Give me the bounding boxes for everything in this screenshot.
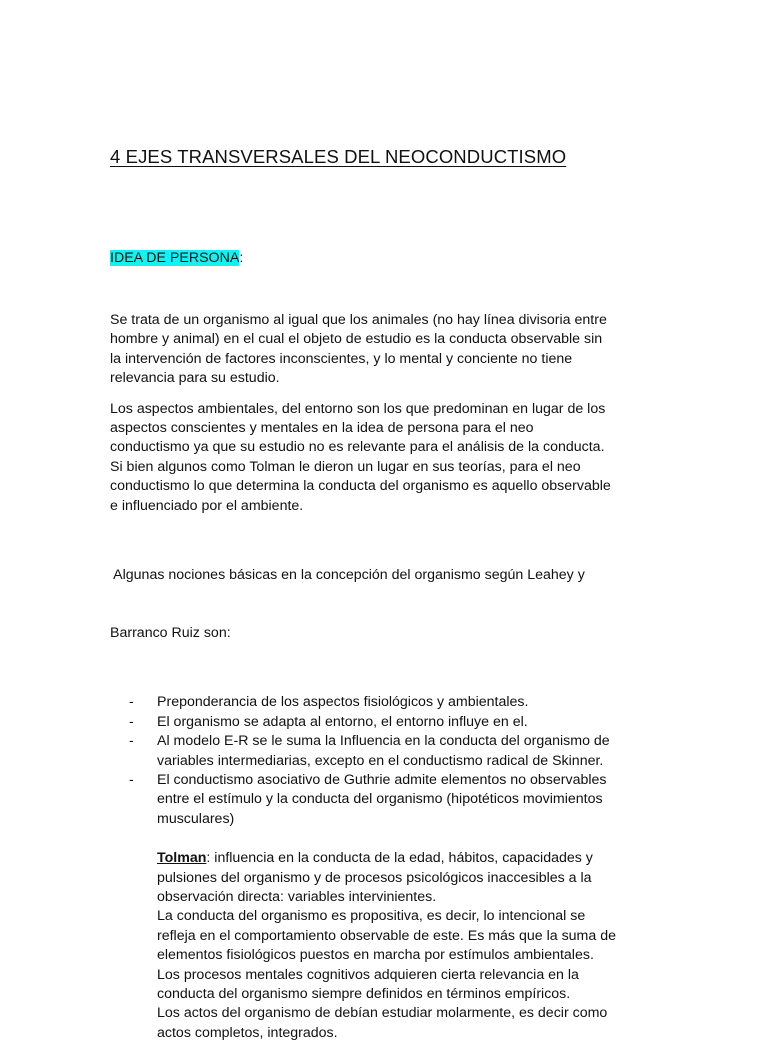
tolman-first-line-text: : influencia en la conducta de la edad, hábitos, capacidades y [206,850,593,867]
paragraph-1 [110,311,670,389]
bullet-list [110,693,670,829]
bullet-dash: - [129,733,134,750]
bullet-line: El organismo se adapta al entorno, el entorno influye en el. [157,713,528,730]
paragraph-line: conductismo lo que determina la conducta del organismo es aquello observable [110,478,611,495]
tolman-name: Tolman [157,850,207,867]
paragraph-line: la intervención de factores inconscientes, y lo mental y conciente no tiene [110,350,573,367]
section-heading [110,249,243,268]
paragraph-3 [110,527,670,682]
paragraph-line: Barranco Ruiz son: [110,625,231,642]
tolman-first-line [157,849,670,868]
bullet-item [110,732,670,771]
bullet-line: Preponderancia de los aspectos fisiológicos y ambientales. [157,694,529,711]
bullet-item [110,771,670,829]
tolman-line: Los procesos mentales cognitivos adquieren cierta relevancia en la [157,966,579,983]
tolman-line: actos completos, integrados. [157,1024,338,1041]
paragraph-line: Algunas nociones básicas en la concepción del organismo según Leahey y [110,566,585,583]
tolman-line: refleja en el comportamiento observable de este. Es más que la suma de [157,927,616,944]
bullet-line: Al modelo E-R se le suma la Influencia en la conducta del organismo de [157,733,610,750]
paragraph-line: Los aspectos ambientales, del entorno son los que predominan en lugar de los [110,400,606,417]
tolman-line: conducta del organismo siempre definidos en términos empíricos. [157,986,571,1002]
bullet-line: musculares) [157,810,235,827]
paragraph-line: Si bien algunos como Tolman le dieron un lugar en sus teorías, para el neo [110,458,581,475]
section-heading-highlight: IDEA DE PERSONA [110,250,240,266]
tolman-line: pulsiones del organismo y de procesos psicológicos inaccesibles a la [157,869,592,886]
bullet-line: variables intermediarias, excepto en el conductismo radical de Skinner. [157,752,604,769]
tolman-section [110,849,670,1043]
bullet-dash: - [129,713,134,730]
paragraph-line: conductismo ya que su estudio no es relevante para el análisis de la conducta. [110,439,605,456]
paragraph-line: hombre y animal) en el cual el objeto de estudio es la conducta observable sin [110,331,603,348]
tolman-line: observación directa: variables intervinientes. [157,888,437,905]
bullet-item [110,693,670,712]
bullet-line: El conductismo asociativo de Guthrie admite elementos no observables [157,771,607,788]
bullet-dash: - [129,771,134,788]
bullet-dash: - [129,694,134,711]
paragraph-line: aspectos conscientes y mentales en la idea de persona para el neo [110,420,534,437]
tolman-line: elementos fisiológicos puestos en marcha por estímulos ambientales. [157,947,594,964]
document-body [110,311,670,1043]
bullet-line: entre el estímulo y la conducta del organismo (hipotéticos movimientos [157,791,603,808]
paragraph-line: e influenciado por el ambiente. [110,497,304,514]
bullet-item [110,713,670,732]
paragraph-2 [110,400,670,516]
tolman-line: La conducta del organismo es propositiva, es decir, lo intencional se [157,908,586,925]
paragraph-line: relevancia para su estudio. [110,370,280,387]
paragraph-line: Se trata de un organismo al igual que los animales (no hay línea divisoria entre [110,312,607,328]
section-heading-colon: : [239,250,244,266]
tolman-line: Los actos del organismo de debían estudiar molarmente, es decir como [157,1005,608,1022]
document-title: 4 EJES TRANSVERSALES DEL NEOCONDUCTISMO [110,146,567,167]
